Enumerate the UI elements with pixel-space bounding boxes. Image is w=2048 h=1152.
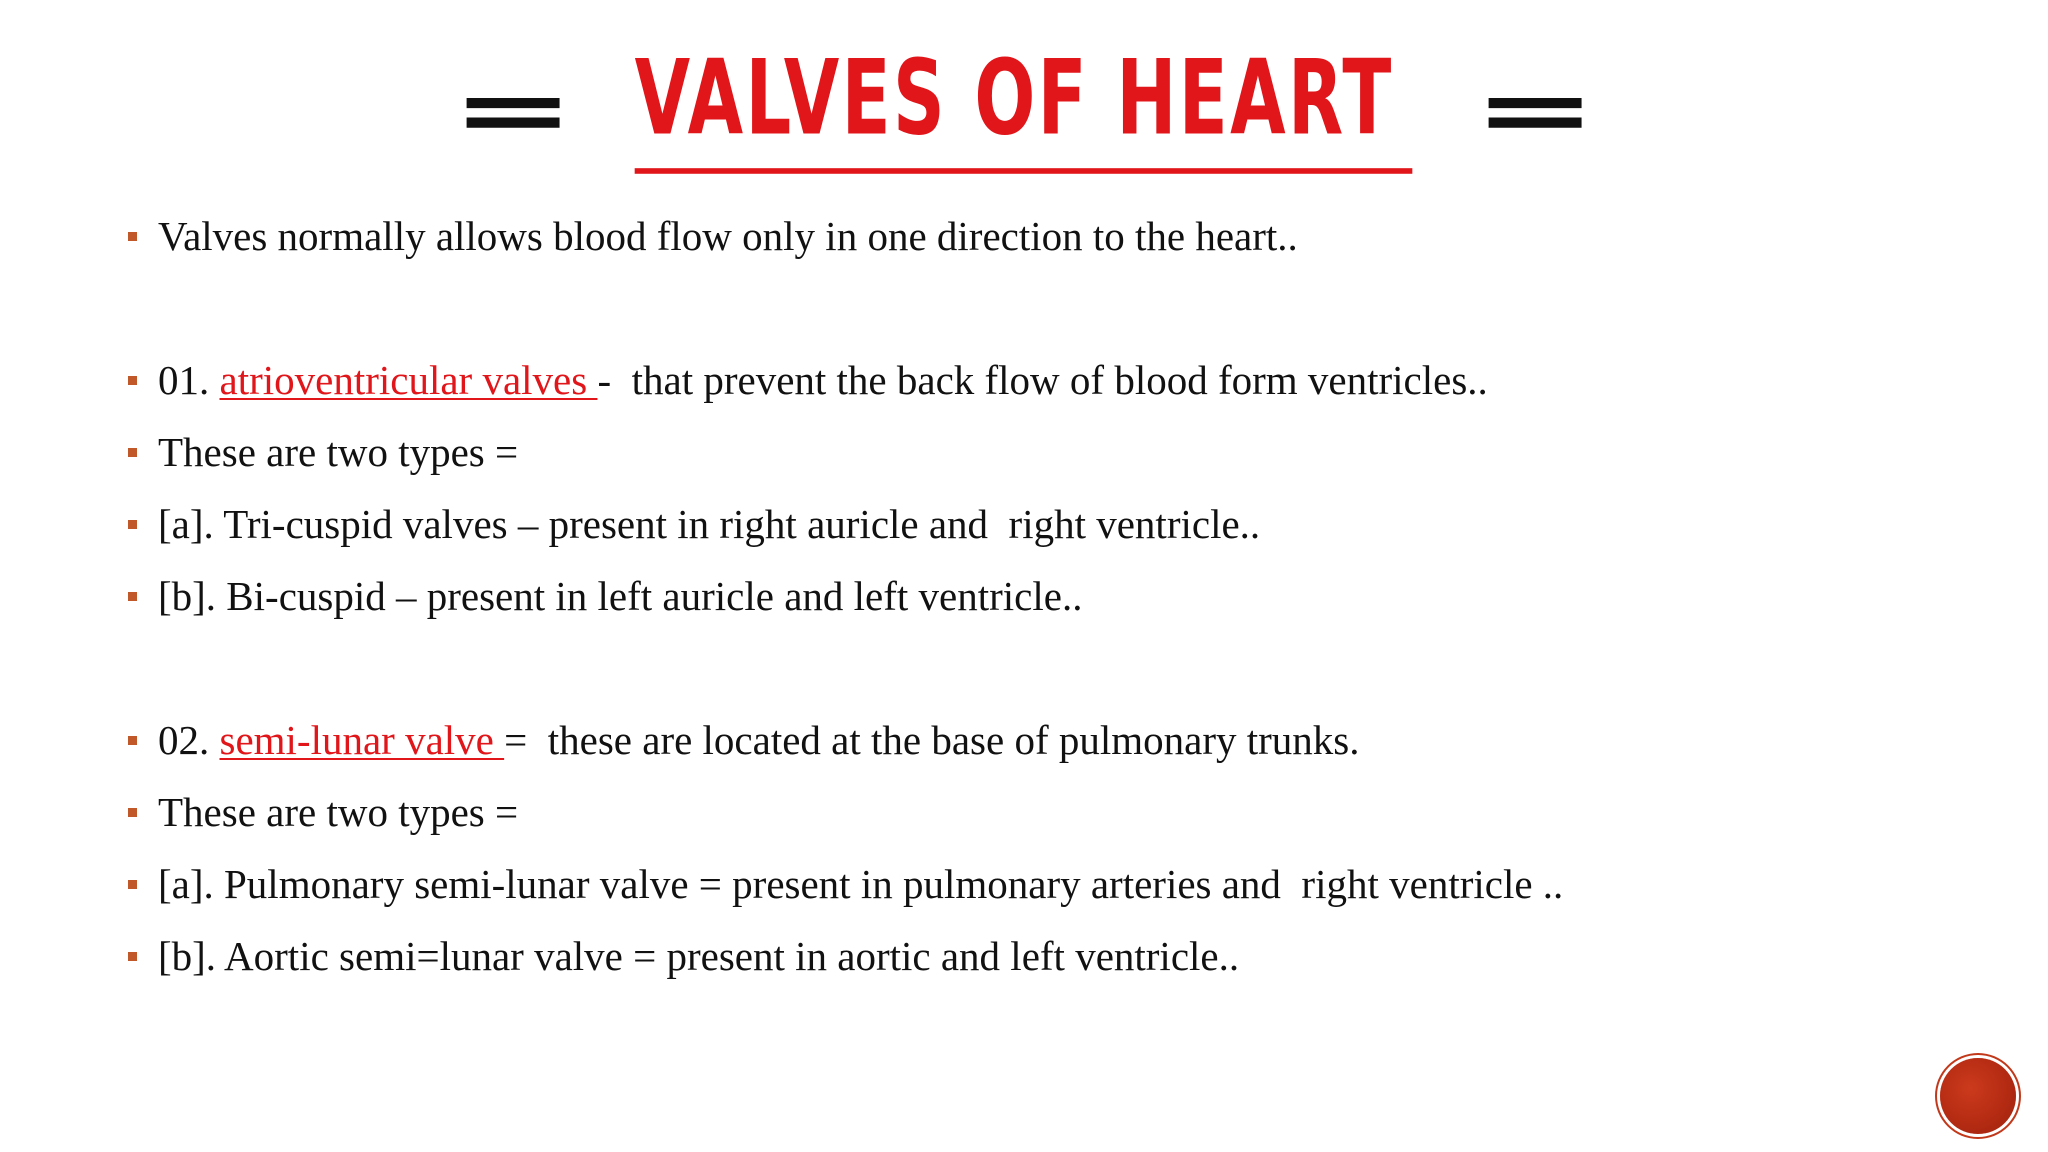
bullet-list: [128, 200, 1948, 992]
slide-nav-circle-button[interactable]: [1940, 1058, 2016, 1134]
bullet-item: [128, 704, 1948, 776]
bullet-square-icon: [128, 592, 137, 601]
bullet-square-icon: [128, 952, 137, 961]
bullet-square-icon: [128, 376, 137, 385]
bullet-square-icon: [128, 880, 137, 889]
bullet-item: [128, 848, 1948, 920]
bullet-item: [128, 416, 1948, 488]
bullet-item: [128, 488, 1948, 560]
bullet-square-icon: [128, 232, 137, 241]
bullet-prefix: 02.: [158, 717, 220, 763]
semi-lunar-valve-link[interactable]: semi-lunar valve: [219, 717, 505, 763]
title-row: [451, 37, 1597, 167]
atrioventricular-valves-link[interactable]: atrioventricular valves: [219, 357, 598, 403]
bullet-item: [128, 200, 1948, 272]
bullet-text: These are two types =: [158, 429, 519, 475]
bullet-text: Valves normally allows blood flow only in one direction to the heart..: [158, 213, 1298, 259]
bullet-text: [a]. Tri-cuspid valves – present in right auricle and right ventricle..: [158, 501, 1261, 547]
bullet-text: = these are located at the base of pulmonary trunks.: [504, 717, 1360, 763]
bullet-square-icon: [128, 808, 137, 817]
bullet-text: [a]. Pulmonary semi-lunar valve = present in pulmonary arteries and right ventricle ..: [158, 861, 1564, 907]
title-area: [0, 37, 2048, 180]
bullet-item: [128, 776, 1948, 848]
bullet-square-icon: [128, 736, 137, 745]
bullet-item: [128, 344, 1948, 416]
bullet-text: [b]. Bi-cuspid – present in left auricle and left ventricle..: [158, 573, 1083, 619]
bullet-prefix: 01.: [158, 357, 220, 403]
bullet-text: These are two types =: [158, 789, 519, 835]
bullet-text: [b]. Aortic semi=lunar valve = present in aortic and left ventricle..: [158, 933, 1240, 979]
bullet-item: [128, 920, 1948, 992]
title-right-decoration: =: [1472, 58, 1597, 162]
title-left-decoration: =: [451, 58, 576, 162]
bullet-square-icon: [128, 520, 137, 529]
bullet-text: - that prevent the back flow of blood form ventricles..: [597, 357, 1488, 403]
bullet-square-icon: [128, 448, 137, 457]
slide-title: VALVES OF HEART: [635, 47, 1413, 174]
bullet-item: [128, 560, 1948, 632]
